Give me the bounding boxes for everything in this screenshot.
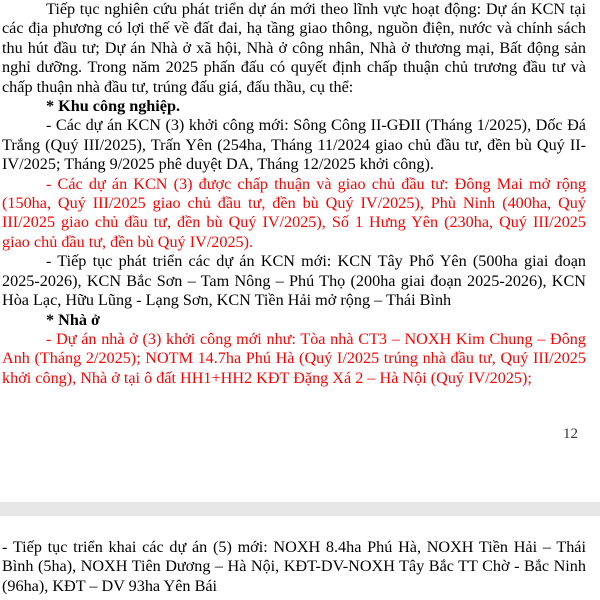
housing-continued-projects-paragraph: - Tiếp tục triển khai các dự án (5) mới: NOXH 8.4ha Phú Hà, NOXH Tiền Hải – Thái Bình (5ha), NOXH Tiên Dương – Hà Nội, KĐT-DV-NOXH Tây Bắc TT Chờ - Bắc Ninh (96ha), KĐT – DV 93ha Yên Bái (2, 538, 586, 595)
page-content-next (2, 538, 586, 596)
industrial-new-projects-paragraph: - Các dự án KCN (3) khởi công mới: Sông Công II-GĐII (Tháng 1/2025), Dốc Đá Trắng (Quý III/2025), Trấn Yên (254ha, Tháng 11/2024 giao chủ đầu tư, đền bù Quý II-IV/2025; Tháng 9/2025 phê duyệt DA, Tháng 12/2025 khởi công). (2, 116, 586, 174)
intro-paragraph: Tiếp tục nghiên cứu phát triển dự án mới theo lĩnh vực hoạt động: Dự án KCN tại các địa phương có lợi thế về đất đai, hạ tầng giao thông, nguồn điện, nước và chính sách thu hút đầu tư; Dự án Nhà ở xã hội, Nhà ở công nhân, Nhà ở thương mại, Bất động sản nghỉ dưỡng. Trong năm 2025 phấn đấu có quyết định chấp thuận chủ trương đầu tư và chấp thuận nhà đầu tư, trúng đấu giá, đấu thầu, cụ thể: (2, 0, 586, 96)
page-number: 12 (563, 426, 578, 442)
section-heading-housing: * Nhà ở (46, 310, 100, 329)
page-separator (0, 502, 600, 516)
housing-new-projects-paragraph: - Dự án nhà ở (3) khởi công mới như: Tòa nhà CT3 – NOXH Kim Chung – Đông Anh (Tháng 2/2025); NOTM 14.7ha Phú Hà (Quý I/2025 trúng nhà đầu tư, Quý III/2025 khởi công), Nhà ở tại ô đất HH1+HH2 KĐT Đặng Xá 2 – Hà Nội (Quý IV/2025); (2, 329, 586, 387)
section-heading-industrial-zones: * Khu công nghiệp. (46, 97, 181, 116)
document-page-next (0, 516, 600, 600)
industrial-development-paragraph: - Tiếp tục phát triển các dự án KCN mới: KCN Tây Phổ Yên (500ha giai đoạn 2025-2026), KCN Bắc Sơn – Tam Nông – Phú Thọ (200ha giai đoạn 2025-2026), KCN Hòa Lạc, Hữu Lũng - Lạng Sơn, KCN Tiền Hải mở rộng – Thái Bình (2, 252, 586, 310)
industrial-approved-projects-paragraph: - Các dự án KCN (3) được chấp thuận và giao chủ đầu tư: Đông Mai mở rộng (150ha, Quý III/2025 giao chủ đầu tư, đền bù Quý IV/2025), Phù Ninh (400ha, Quý III/2025 giao chủ đầu tư, đền bù Quý IV/2025), Số 1 Hưng Yên (230ha, Quý III/2025 giao chủ đầu tư, đền bù Quý IV/2025). (2, 174, 586, 251)
page-content (2, 0, 586, 388)
